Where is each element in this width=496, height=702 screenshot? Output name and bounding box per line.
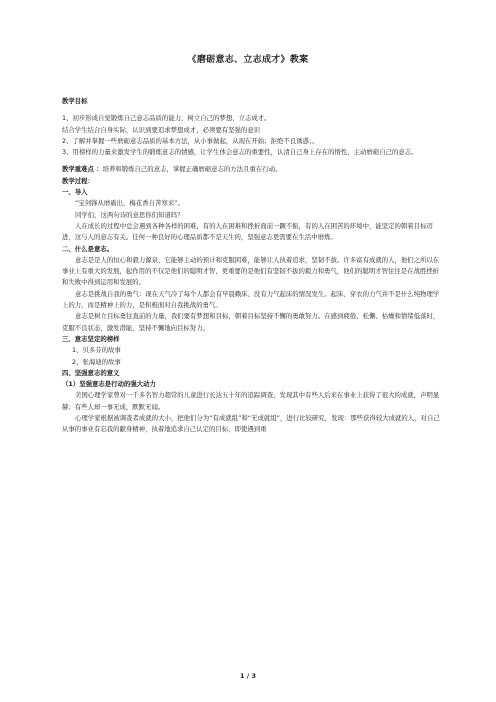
process-heading: 教学过程： [62,176,94,185]
goal-item-1b: 结合学生结合自身实际，认识到要追求梦想成才，必须要有坚强的意识 [62,125,261,134]
section-4-subheading: （1）坚强意志是行动的强大动力 [62,380,156,389]
section-2-paragraph-2: 意志是挑战自我的勇气：现在天气冷了每个人都会有早晨赖床、没有力气起床的情况发生。起床、穿衣的力气并不是什么纯物理学上的力，而是精神上的力，是积极面对自我挑战的勇气。 [62,289,440,310]
key-text: 培养和锻炼自己的意志，掌握正确磨砺意志的方法且重在行动。 [102,165,282,174]
section-3-item-2: 2、张海迪的故事 [72,357,121,366]
key-points [62,164,442,175]
document-title: 《磨砺意志、立志成才》教案 [187,55,309,65]
section-1-question: 同学们，这两句诗的意思你们知道吗？ [75,210,184,219]
section-2-heading: 二、什么是意志。 [62,244,114,253]
section-4-paragraph-2: 心理学家根据被调查者成就的大小，把他们分为“有成就组”和“无成就组”，进行比较研究，发现：那些获得较大成就的人，对自己从事的事业有忘我的献身精神，执着地追求自己认定的目标，即使遇到重 [62,414,440,434]
section-2-paragraph-3: 意志是树立目标勇往直前的力量，我们要有梦想和目标，朝着目标坚持不懈的勇敢努力。在感到疲倦、松懈、枯燥和情绪低落时，克服不良状态，激发潜能，坚持不懈地向目标努力。 [62,312,440,332]
goal-item-3: 3、用榜样的力量来激发学生的锻炼意志的情感，让学生体会意志的重要性，认清自己身上存在的惰性，主动磨砺自己的意志。 [62,148,418,157]
section-3-item-1: 1、贝多芬的故事 [72,346,121,355]
section-1-quote: “宝剑锋从磨砺出，梅花香自苦寒来”。 [75,199,184,208]
goal-item-2: 2、了解并掌握一些磨砺意志品质的基本方法，从小事做起，从现在开始；拒绝不良诱惑；。 [62,136,319,145]
goal-heading: 教学目标 [62,97,88,105]
section-2-paragraph-1: 意志是是人的恒心和毅力源泉，它能够主动的预计和克服困难，能够让人执着追求，坚韧不拔。许多富有成就的人，他们之所以在事业上有重大的发展，起作用的不仅是他们的聪明才智，更重要的是他们有坚韧不拔的毅力和勇气，他们的聪明才智往往是在战胜挫折和失败中得到运用和发展的。 [62,255,440,287]
section-1-paragraph: 人在成长的过程中总会遇到各种各样的困难，有的人在困难和挫折面前一蹶不振，有的人在困苦的环境中，能坚定的朝着目标迈进，这与人的意志有关。任何一种良好的心理品质都不是天生的，坚强意志更需要在生活中磨炼。 [62,221,433,242]
key-label: 教学重难点 ： [62,165,103,174]
section-1-heading: 一、导入 [62,188,88,197]
section-4-paragraph-1: 美国心理学家曾对一千多名智力超常的儿童进行长达五十年的追踪调查，发现其中有些人后来在事业上获得了很大的成就，声明显赫；有些人却一事无成，默默无闻。 [62,391,440,411]
goal-item-1: 1、初步形成自觉锻炼自己意志品质的能力，树立自己的梦想，立志成才。 [62,114,271,123]
page-number: 1 / 3 [240,672,256,680]
section-4-heading: 四、坚强意志的意义 [62,368,120,377]
document-body [62,96,442,436]
section-3-heading: 三、意志坚定的榜样 [62,334,120,343]
